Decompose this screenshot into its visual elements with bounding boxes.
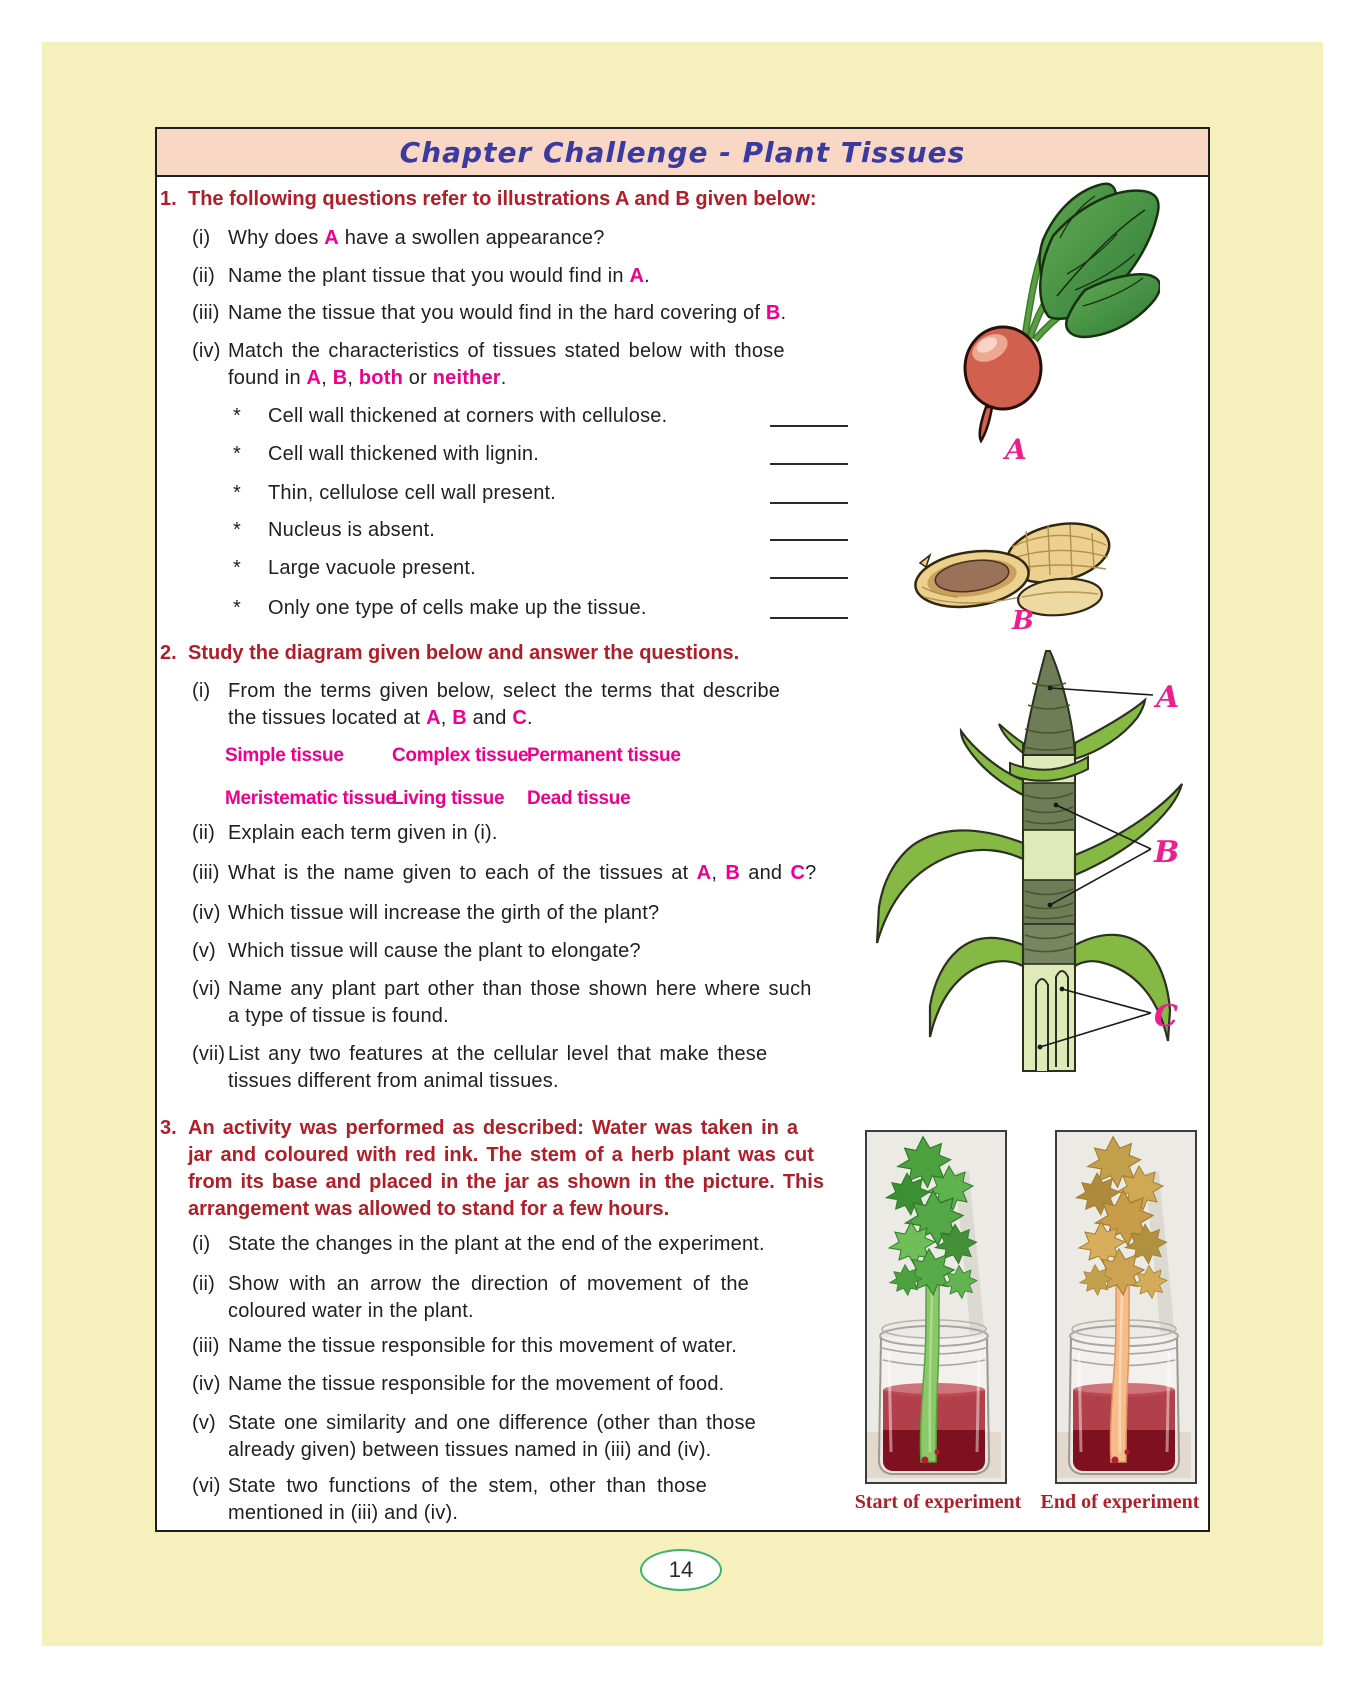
term-simple-tissue: Simple tissue [225, 745, 344, 766]
q1-item-i: (i) Why does A have a swollen appearance? [192, 227, 605, 249]
question-number: 2. [160, 642, 177, 664]
page-number: 14 [640, 1549, 722, 1591]
stem-diagram [860, 643, 1190, 1073]
q1-item-iv: (iv) Match the characteristics of tissues stated below with those found in A, B, both or neither. [192, 340, 785, 389]
q3-item-vi: (vi) State two functions of the stem, other than those mentioned in (iii) and (iv). [192, 1475, 707, 1524]
q3-item-iv: (iv) Name the tissue responsible for the movement of food. [192, 1373, 725, 1395]
term-meristematic-tissue: Meristematic tissue [225, 788, 396, 809]
question-heading-text: An activity was performed as described: Water was taken in a jar and coloured with red ink. The stem of a herb plant was cut from its base and placed in the jar as shown in the picture. This arrangement was allowed to stand for a few hours. [188, 1117, 824, 1220]
q1-bullet-4: * Nucleus is absent. [233, 517, 435, 544]
asterisk: * [233, 482, 241, 504]
figure-label-a: A [1005, 433, 1027, 466]
q2-item-iv: (iv) Which tissue will increase the girth of the plant? [192, 902, 660, 924]
answer-blank [770, 577, 848, 579]
question-heading-text: The following questions refer to illustrations A and B given below: [188, 188, 817, 210]
celery-in-red-water-end [1057, 1132, 1191, 1478]
peanuts-illustration [908, 505, 1138, 635]
question-1-heading [160, 186, 817, 213]
asterisk: * [233, 443, 241, 465]
diagram-label-b: B [1154, 835, 1180, 870]
caption-start-of-experiment: Start of experiment [854, 1491, 1022, 1513]
q2-item-v: (v) Which tissue will cause the plant to elongate? [192, 940, 641, 962]
photo-start-of-experiment [865, 1130, 1007, 1484]
q1-item-iii: (iii) Name the tissue that you would find in the hard covering of B. [192, 302, 787, 324]
answer-blank [770, 539, 848, 541]
asterisk: * [233, 519, 241, 541]
caption-end-of-experiment: End of experiment [1040, 1491, 1200, 1513]
figure-label-b: B [1012, 606, 1034, 635]
celery-in-red-water-start [867, 1132, 1001, 1478]
term-permanent-tissue: Permanent tissue [527, 745, 681, 766]
q2-item-ii: (ii) Explain each term given in (i). [192, 822, 498, 844]
q2-item-iii: (iii) What is the name given to each of the tissues at A, B and C? [192, 862, 817, 884]
q1-bullet-6: * Only one type of cells make up the tissue. [233, 595, 647, 622]
answer-blank [770, 463, 848, 465]
term-complex-tissue: Complex tissue [392, 745, 529, 766]
q1-bullet-5: * Large vacuole present. [233, 555, 476, 582]
answer-blank [770, 425, 848, 427]
q2-item-vii: (vii) List any two features at the cellular level that make these tissues different from animal tissues. [192, 1043, 768, 1092]
term-living-tissue: Living tissue [392, 788, 505, 809]
q1-bullet-3: * Thin, cellulose cell wall present. [233, 480, 556, 507]
photo-end-of-experiment [1055, 1130, 1197, 1484]
asterisk: * [233, 405, 241, 427]
question-number: 1. [160, 188, 177, 210]
q2-item-i: (i) From the terms given below, select the terms that describe the tissues located at A, B and C. [192, 680, 781, 729]
diagram-label-c: C [1154, 999, 1178, 1034]
q3-item-v: (v) State one similarity and one difference (other than those already given) between tissues named in (iii) and (iv). [192, 1412, 757, 1461]
question-2-heading [160, 640, 739, 667]
q2-item-vi: (vi) Name any plant part other than those shown here where such a type of tissue is found. [192, 978, 812, 1027]
q1-bullet-2: * Cell wall thickened with lignin. [233, 441, 539, 468]
asterisk: * [233, 557, 241, 579]
chapter-header [157, 129, 1208, 177]
answer-blank [770, 502, 848, 504]
question-number: 3. [160, 1117, 177, 1139]
q3-item-iii: (iii) Name the tissue responsible for this movement of water. [192, 1335, 738, 1357]
asterisk: * [233, 597, 241, 619]
q1-item-ii: (ii) Name the plant tissue that you would find in A. [192, 265, 650, 287]
content-box [155, 127, 1210, 1532]
q3-item-i: (i) State the changes in the plant at the end of the experiment. [192, 1233, 765, 1255]
radish-illustration [935, 178, 1160, 468]
answer-blank [770, 617, 848, 619]
q1-bullet-1: * Cell wall thickened at corners with cellulose. [233, 403, 667, 430]
diagram-label-a: A [1156, 680, 1180, 715]
question-3-heading [160, 1115, 824, 1223]
term-dead-tissue: Dead tissue [527, 788, 631, 809]
question-heading-text: Study the diagram given below and answer the questions. [188, 642, 740, 664]
q3-item-ii: (ii) Show with an arrow the direction of movement of the coloured water in the plant. [192, 1273, 749, 1322]
page-title: Chapter Challenge - Plant Tissues [399, 135, 966, 169]
